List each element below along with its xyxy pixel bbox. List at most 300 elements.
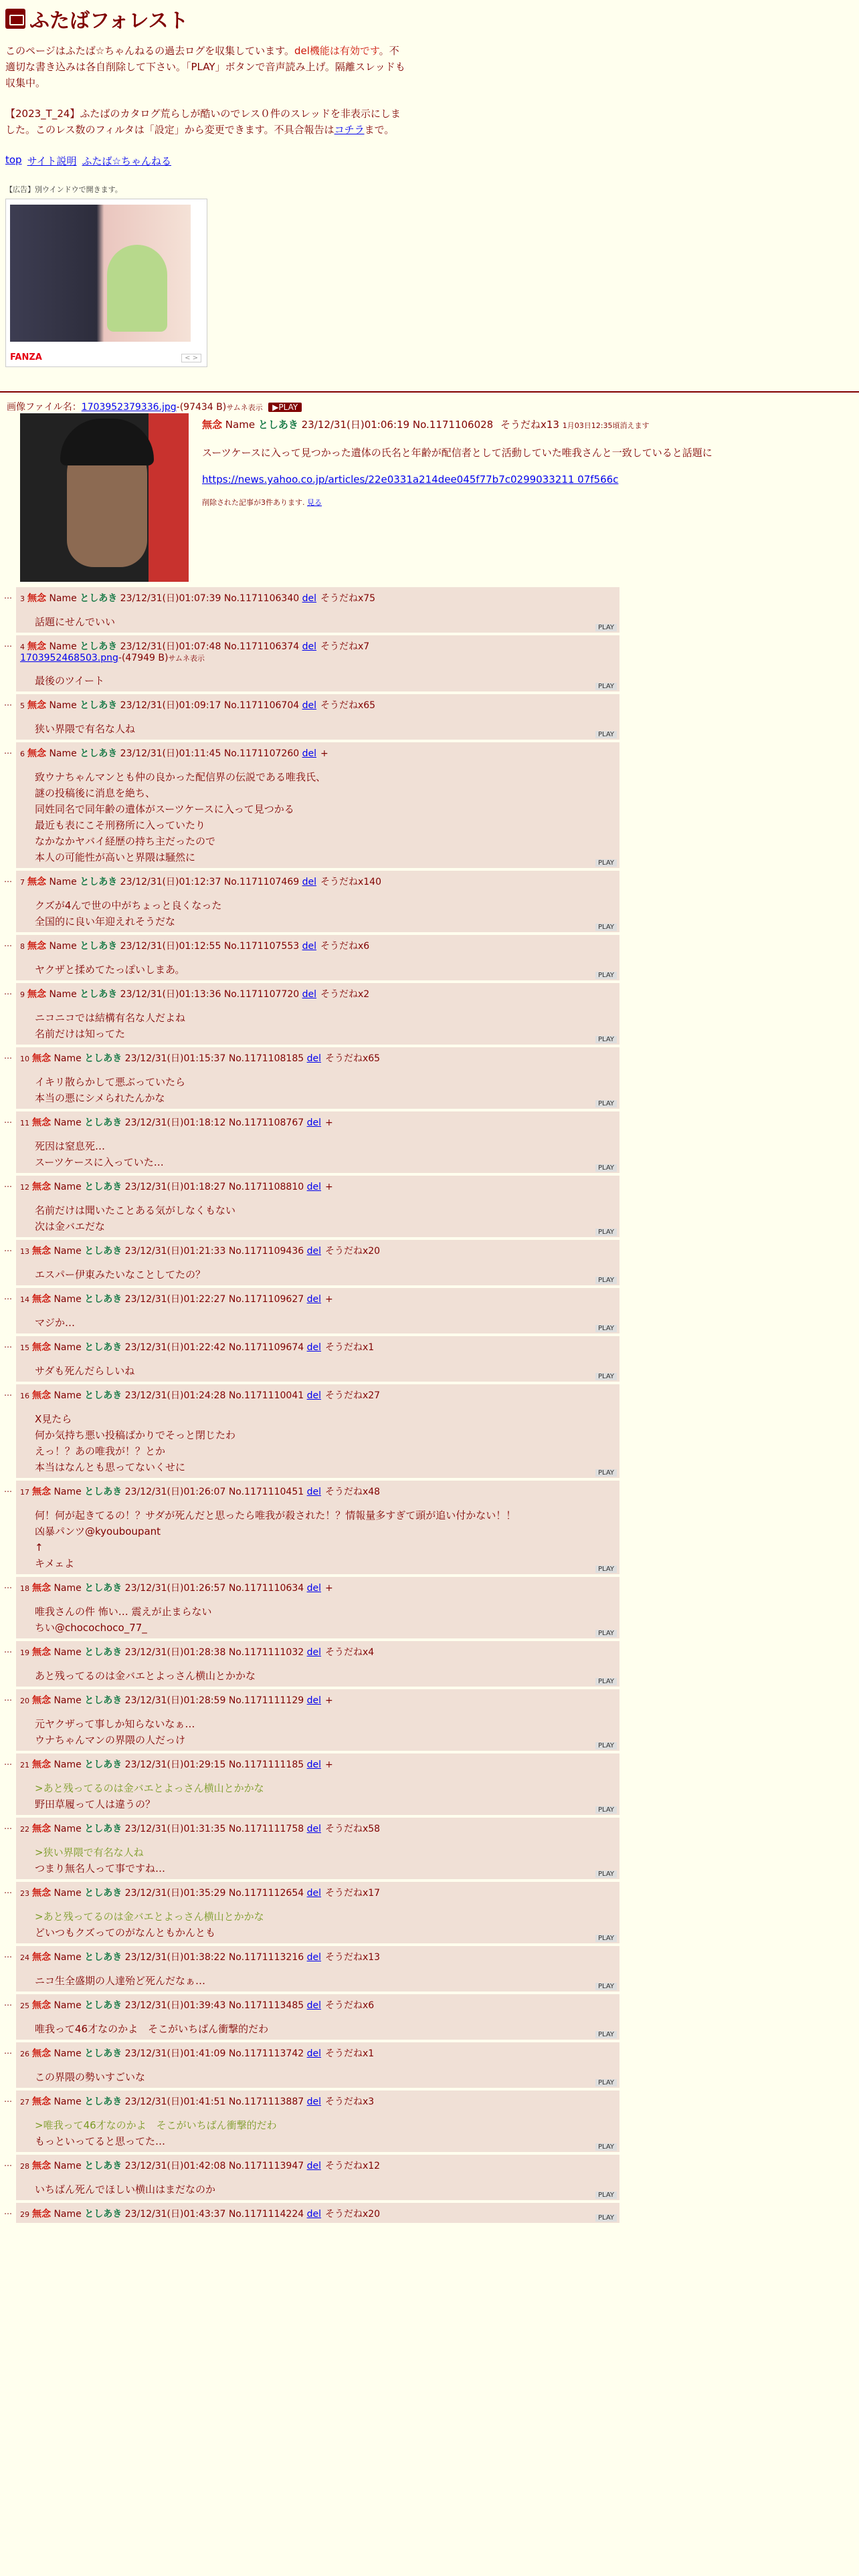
reply-sodane[interactable]: +	[324, 1117, 333, 1128]
futaba-logo-icon	[5, 9, 25, 29]
reply-meta	[20, 1998, 615, 2012]
reply-play-button[interactable]: PLAY	[595, 1983, 617, 1990]
reply-sodane[interactable]: +	[324, 1759, 333, 1770]
reply-box	[16, 1288, 619, 1333]
reply-sodane[interactable]: そうだねx58	[324, 1824, 381, 1834]
reply-del-link[interactable]: del	[306, 1952, 321, 1963]
reply-number: No.1171106374	[223, 641, 300, 652]
reply-name-label: Name	[54, 1695, 82, 1706]
reply-number: No.1171107469	[223, 877, 300, 887]
reply-text	[35, 673, 615, 689]
reply-sodane[interactable]: そうだねx12	[324, 2161, 381, 2171]
reply-quote-line: >狭い界隈で有名な人ね	[35, 1846, 144, 1858]
reply-meta	[20, 1051, 615, 1065]
reply-subject: 無念	[27, 941, 46, 952]
reply-number: No.1171108767	[228, 1117, 304, 1128]
reply-text	[35, 1411, 615, 1475]
reply-dots: …	[4, 1388, 12, 1398]
reply-name-label: Name	[49, 877, 77, 887]
reply-sodane[interactable]: そうだねx20	[324, 2209, 381, 2220]
reply-play-button[interactable]: PLAY	[595, 683, 617, 690]
reply-line: 最後のツイート	[35, 675, 104, 687]
op-image-bg	[149, 413, 189, 582]
op-file-link[interactable]: 1703952379336.jpg	[81, 402, 177, 413]
site-header	[5, 4, 407, 367]
op-sodane[interactable]: そうだねx13	[500, 419, 559, 431]
reply-name-label: Name	[54, 1246, 82, 1257]
reply-subject: 無念	[32, 1824, 51, 1834]
reply-sodane[interactable]: そうだねx65	[324, 1053, 381, 1064]
reply-name: としあき	[80, 877, 118, 887]
intro-part-1: このページはふたば☆ちゃんねるの過去ログを収集しています。	[5, 45, 294, 57]
reply-line: 元ヤクザって事しか知らないなぁ…	[35, 1718, 195, 1730]
reply-file	[20, 653, 615, 663]
reply-play-button[interactable]: PLAY	[595, 1870, 617, 1878]
reply-date: 23/12/31(日)01:22:42	[124, 1342, 226, 1353]
reply-index: 21	[20, 1761, 29, 1769]
reply-name-label: Name	[49, 748, 77, 759]
reply-play-button[interactable]: PLAY	[595, 2079, 617, 2086]
reply-box	[16, 935, 619, 980]
reply-subject: 無念	[27, 989, 46, 1000]
reply-line: ウナちゃんマンの界隈の人だっけ	[35, 1734, 186, 1746]
reply-line: 本当はなんとも思ってないくせに	[35, 1461, 186, 1473]
reply-del-link[interactable]: del	[302, 989, 316, 1000]
ad-banner[interactable]	[5, 199, 207, 367]
reply-line: ↑	[35, 1541, 43, 1553]
reply-sodane[interactable]: そうだねx6	[320, 941, 370, 952]
deleted-note-text: 削除された記事が3件あります.	[202, 498, 305, 507]
reply-row	[4, 2155, 619, 2200]
reply-name: としあき	[80, 989, 118, 1000]
reply-play-button[interactable]: PLAY	[595, 1630, 617, 1637]
reply-sodane[interactable]: +	[320, 748, 328, 759]
nav-about-link[interactable]: サイト説明	[27, 155, 77, 167]
reply-line: 名前だけは知ってた	[35, 1028, 126, 1040]
reply-sodane[interactable]: そうだねx20	[324, 1246, 381, 1257]
reply-text	[35, 769, 615, 865]
reply-name-label: Name	[54, 1952, 82, 1963]
reply-line: 野田草履って人は違うの？	[35, 1798, 156, 1810]
nav-futaba-link[interactable]: ふたば☆ちゃんねる	[82, 155, 171, 167]
notice-part-2: まで。	[364, 124, 395, 136]
reply-box	[16, 1818, 619, 1879]
reply-play-button[interactable]: PLAY	[595, 1469, 617, 1477]
reply-sodane[interactable]: そうだねx75	[320, 593, 376, 604]
reply-subject: 無念	[32, 1759, 51, 1770]
reply-del-link[interactable]: del	[306, 1246, 321, 1257]
reply-subject: 無念	[32, 1888, 51, 1899]
reply-play-button[interactable]: PLAY	[595, 1935, 617, 1942]
reply-sodane[interactable]: そうだねx17	[324, 1888, 381, 1899]
reply-meta	[20, 939, 615, 952]
intro-text	[5, 43, 407, 91]
reply-del-link[interactable]: del	[306, 2097, 321, 2107]
reply-del-link[interactable]: del	[306, 1824, 321, 1834]
reply-name: としあき	[84, 1390, 122, 1401]
reply-del-link[interactable]: del	[302, 877, 316, 887]
reply-dots: …	[4, 591, 12, 601]
reply-line: 謎の投稿後に消息を絶ち、	[35, 787, 156, 799]
reply-del-link[interactable]: del	[306, 1342, 321, 1353]
reply-line: ヤクザと揉めてたっぽいしまあ。	[35, 964, 185, 976]
reply-dots: …	[4, 1244, 12, 1253]
notice-part-1: 【2023_T_24】ふたばのカタログ荒らしが酷いのでレス０件のスレッドを非表示にしました。このレス数のフィルタは「設定」から変更できます。不具合報告は	[5, 108, 401, 136]
reply-row	[4, 694, 619, 740]
reply-row	[4, 1641, 619, 1687]
reply-name-label: Name	[54, 2000, 82, 2011]
reply-date: 23/12/31(日)01:07:39	[120, 593, 221, 604]
reply-play-button[interactable]: PLAY	[595, 1228, 617, 1236]
reply-del-link[interactable]: del	[306, 1583, 321, 1594]
reply-line: なかなかヤバイ経歴の持ち主だったので	[35, 835, 216, 847]
reply-subject: 無念	[32, 1695, 51, 1706]
reply-box	[16, 694, 619, 740]
reply-row	[4, 1994, 619, 2040]
reply-number: No.1171113485	[228, 2000, 304, 2011]
reply-text	[35, 2181, 615, 2197]
reply-index: 17	[20, 1488, 29, 1497]
reply-sodane[interactable]: +	[324, 1182, 333, 1192]
reply-date: 23/12/31(日)01:18:27	[124, 1182, 226, 1192]
reply-name-label: Name	[54, 1487, 82, 1497]
reply-del-link[interactable]: del	[302, 593, 316, 604]
reply-play-button[interactable]: PLAY	[595, 2143, 617, 2151]
header-divider	[0, 391, 859, 393]
file-size: -(97434 B)	[176, 402, 227, 413]
site-title: ふたばフォレスト	[29, 9, 189, 33]
reply-text	[35, 1074, 615, 1106]
reply-text	[35, 2021, 615, 2037]
reply-index: 19	[20, 1648, 29, 1657]
intro-part-2: 。不適切な書き込みは各自削除して下さい。「PLAY」ボタンで音声読み上げ。隔離スレッドも収集中。	[5, 45, 405, 89]
reply-index: 27	[20, 2098, 29, 2107]
reply-line: この界隈の勢いすごいな	[35, 2071, 146, 2083]
reply-index: 3	[20, 595, 25, 603]
op-file-info	[7, 400, 302, 413]
reply-line: ニコニコでは結構有名な人だよね	[35, 1012, 186, 1024]
reply-del-link[interactable]: del	[302, 700, 316, 711]
reply-subject: 無念	[32, 1342, 51, 1353]
reply-index: 24	[20, 1953, 29, 1962]
ad-image[interactable]	[10, 205, 191, 342]
reply-text	[35, 1716, 615, 1748]
reply-row	[4, 1882, 619, 1943]
reply-text	[35, 1010, 615, 1042]
op-expire: 1月03日12:35頃消えます	[562, 421, 650, 430]
op-name-label: Name	[225, 419, 256, 431]
nav-top-link[interactable]: top	[5, 154, 22, 166]
reply-file-link[interactable]: 1703952468503.png	[20, 653, 118, 663]
reply-play-button[interactable]: PLAY	[595, 624, 617, 631]
reply-line: 本人の可能性が高いと界隈は騒然に	[35, 851, 196, 863]
reply-meta	[20, 698, 615, 712]
reply-date: 23/12/31(日)01:26:07	[124, 1487, 226, 1497]
reply-sodane[interactable]: そうだねx48	[324, 1487, 381, 1497]
reply-index: 13	[20, 1247, 29, 1256]
reply-number: No.1171109627	[228, 1294, 304, 1305]
reply-text	[35, 1909, 615, 1941]
reply-name-label: Name	[54, 2209, 82, 2220]
reply-play-button[interactable]: PLAY	[595, 1277, 617, 1284]
reply-index: 14	[20, 1295, 29, 1304]
reply-sodane[interactable]: そうだねx6	[324, 2000, 375, 2011]
reply-number: No.1171107553	[223, 941, 300, 952]
reply-subject: 無念	[32, 1246, 51, 1257]
reply-subject: 無念	[27, 593, 46, 604]
reply-del-link[interactable]: del	[306, 1390, 321, 1401]
reply-del-link[interactable]: del	[306, 2000, 321, 2011]
reply-meta	[20, 1581, 615, 1594]
reply-sodane[interactable]: +	[324, 1294, 333, 1305]
reply-del-link[interactable]: del	[306, 1182, 321, 1192]
reply-subject: 無念	[32, 1117, 51, 1128]
reply-index: 28	[20, 2162, 29, 2171]
reply-play-button[interactable]: PLAY	[595, 2214, 617, 2222]
reply-name: としあき	[84, 1647, 122, 1658]
reply-box	[16, 1176, 619, 1237]
reply-line: サダも死んだらしいね	[35, 1365, 135, 1377]
reply-text	[35, 1202, 615, 1235]
reply-dots: …	[4, 1180, 12, 1189]
reply-sodane[interactable]: そうだねx13	[324, 1952, 381, 1963]
op-number: No.1171106028	[412, 419, 494, 431]
reply-meta	[20, 591, 615, 605]
reply-sodane[interactable]: そうだねx7	[320, 641, 370, 652]
reply-text	[35, 1138, 615, 1170]
reply-name-label: Name	[49, 593, 77, 604]
reply-box	[16, 742, 619, 868]
reply-dots: …	[4, 698, 12, 708]
reply-meta	[20, 1485, 615, 1498]
reply-play-button[interactable]: PLAY	[595, 1806, 617, 1814]
reply-sodane[interactable]: そうだねx2	[320, 989, 370, 1000]
reply-row	[4, 1288, 619, 1333]
reply-date: 23/12/31(日)01:12:37	[120, 877, 221, 887]
reply-del-link[interactable]: del	[306, 1053, 321, 1064]
reply-sodane[interactable]: そうだねx1	[324, 1342, 375, 1353]
intro-del-note: del機能は有効です	[294, 45, 379, 57]
reply-dots: …	[4, 939, 12, 948]
reply-del-link[interactable]: del	[306, 1487, 321, 1497]
reply-del-link[interactable]: del	[306, 2048, 321, 2059]
reply-name-label: Name	[54, 2161, 82, 2171]
reply-number: No.1171109436	[228, 1246, 304, 1257]
reply-name: としあき	[84, 2000, 122, 2011]
reply-name-label: Name	[54, 1824, 82, 1834]
reply-name: としあき	[84, 2097, 122, 2107]
reply-text	[35, 1973, 615, 1989]
reply-line: 唯我って46才なのかよ そこがいちばん衝撃的だわ	[35, 2023, 269, 2035]
reply-name: としあき	[80, 748, 118, 759]
reply-play-button[interactable]: PLAY	[595, 1325, 617, 1332]
reply-name: としあき	[84, 1583, 122, 1594]
reply-subject: 無念	[27, 641, 46, 652]
reply-dots: …	[4, 2207, 12, 2216]
reply-play-button[interactable]: PLAY	[595, 1742, 617, 1749]
reply-meta	[20, 1950, 615, 1963]
reply-row	[4, 1689, 619, 1751]
reply-name: としあき	[84, 1117, 122, 1128]
reply-box	[16, 983, 619, 1045]
reply-box	[16, 2203, 619, 2223]
reply-subject: 無念	[32, 1053, 51, 1064]
reply-name: としあき	[84, 1824, 122, 1834]
reply-name-label: Name	[54, 1117, 82, 1128]
reply-play-button[interactable]: PLAY	[595, 972, 617, 979]
reply-sodane[interactable]: そうだねx65	[320, 700, 376, 711]
reply-number: No.1171111185	[228, 1759, 304, 1770]
reply-del-link[interactable]: del	[302, 941, 316, 952]
reply-box	[16, 1240, 619, 1285]
reply-number: No.1171113216	[228, 1952, 304, 1963]
op-image-cap	[60, 419, 154, 465]
reply-date: 23/12/31(日)01:38:22	[124, 1952, 226, 1963]
reply-line: 何！何が起きてるの！？サダが死んだと思ったら唯我が殺された！？情報量多すぎて頭が追い付かない！！	[35, 1509, 516, 1521]
reply-del-link[interactable]: del	[306, 1647, 321, 1658]
op-news-link[interactable]: https://news.yahoo.co.jp/articles/22e0331a214dee045f77b7c0299033211 07f566c	[202, 473, 619, 486]
reply-play-button[interactable]: PLAY	[595, 1566, 617, 1573]
reply-del-link[interactable]: del	[302, 641, 316, 652]
reply-row	[4, 1753, 619, 1815]
reply-date: 23/12/31(日)01:41:09	[124, 2048, 226, 2059]
reply-box	[16, 635, 619, 691]
reply-index: 26	[20, 2050, 29, 2058]
reply-box	[16, 871, 619, 932]
reply-play-button[interactable]: PLAY	[595, 1164, 617, 1172]
reply-dots: …	[4, 746, 12, 756]
reply-dots: …	[4, 2095, 12, 2104]
reply-box	[16, 1946, 619, 1992]
reply-row	[4, 1577, 619, 1638]
op-play-button[interactable]: ▶PLAY	[268, 403, 302, 412]
reply-subject: 無念	[32, 1487, 51, 1497]
reply-subject: 無念	[32, 2000, 51, 2011]
reply-dots: …	[4, 1645, 12, 1654]
reply-del-link[interactable]: del	[306, 1294, 321, 1305]
reply-date: 23/12/31(日)01:13:36	[120, 989, 221, 1000]
reply-box	[16, 1882, 619, 1943]
reply-date: 23/12/31(日)01:22:27	[124, 1294, 226, 1305]
reply-meta	[20, 1180, 615, 1193]
reply-name-label: Name	[54, 1888, 82, 1899]
reply-sodane[interactable]: そうだねx27	[324, 1390, 381, 1401]
reply-name: としあき	[84, 1182, 122, 1192]
reply-row	[4, 983, 619, 1045]
reply-number: No.1171110041	[228, 1390, 304, 1401]
reply-text	[35, 1668, 615, 1684]
reply-number: No.1171110634	[228, 1583, 304, 1594]
reply-sodane[interactable]: そうだねx4	[324, 1647, 375, 1658]
reply-name: としあき	[84, 1759, 122, 1770]
thumb-note: サムネ表示	[226, 403, 263, 412]
reply-text	[35, 2069, 615, 2085]
reply-play-button[interactable]: PLAY	[595, 924, 617, 931]
reply-del-link[interactable]: del	[306, 1695, 321, 1706]
reply-line: 次は金バエだな	[35, 1220, 106, 1232]
reply-play-button[interactable]: PLAY	[595, 1036, 617, 1043]
reply-number: No.1171113887	[228, 2097, 304, 2107]
reply-play-button[interactable]: PLAY	[595, 1373, 617, 1380]
reply-line: えっ！？あの唯我が！？とか	[35, 1445, 166, 1457]
notice-report-link[interactable]: コチラ	[334, 124, 365, 136]
reply-del-link[interactable]: del	[306, 2209, 321, 2220]
reply-meta	[20, 1292, 615, 1305]
reply-play-button[interactable]: PLAY	[595, 2191, 617, 2199]
reply-row	[4, 935, 619, 980]
reply-row	[4, 1946, 619, 1992]
reply-name: としあき	[84, 1246, 122, 1257]
reply-name: としあき	[80, 700, 118, 711]
reply-row	[4, 1240, 619, 1285]
op-date: 23/12/31(日)01:06:19	[301, 419, 410, 431]
op-meta	[202, 417, 791, 431]
reply-meta	[20, 746, 615, 760]
reply-index: 20	[20, 1697, 29, 1705]
reply-sodane[interactable]: +	[324, 1695, 333, 1706]
op-image[interactable]	[20, 413, 189, 582]
reply-subject: 無念	[32, 2048, 51, 2059]
reply-name-label: Name	[54, 2097, 82, 2107]
reply-subject: 無念	[32, 1583, 51, 1594]
reply-dots: …	[4, 1581, 12, 1590]
reply-number: No.1171106704	[223, 700, 300, 711]
reply-del-link[interactable]: del	[306, 1759, 321, 1770]
reply-play-button[interactable]: PLAY	[595, 859, 617, 867]
reply-sodane[interactable]: そうだねx3	[324, 2097, 375, 2107]
reply-box	[16, 1641, 619, 1687]
reply-name: としあき	[84, 1888, 122, 1899]
ad-brand-logo: FANZA	[10, 352, 42, 362]
reply-name-label: Name	[54, 1759, 82, 1770]
reply-number: No.1171113742	[228, 2048, 304, 2059]
reply-dots: …	[4, 1051, 12, 1061]
reply-index: 6	[20, 750, 25, 758]
reply-name-label: Name	[54, 1390, 82, 1401]
reply-play-button[interactable]: PLAY	[595, 731, 617, 738]
reply-date: 23/12/31(日)01:24:28	[124, 1390, 226, 1401]
reply-list	[4, 587, 619, 2226]
reply-play-button[interactable]: PLAY	[595, 1678, 617, 1685]
reply-del-link[interactable]: del	[306, 1117, 321, 1128]
reply-del-link[interactable]: del	[302, 748, 316, 759]
reply-name: としあき	[84, 2048, 122, 2059]
reply-meta	[20, 2046, 615, 2060]
reply-row	[4, 1111, 619, 1173]
reply-date: 23/12/31(日)01:18:12	[124, 1117, 226, 1128]
reply-quote-line: >あと残ってるのは金バエとよっさん横山とかかな	[35, 1911, 264, 1923]
reply-del-link[interactable]: del	[306, 2161, 321, 2171]
reply-row	[4, 587, 619, 633]
reply-date: 23/12/31(日)01:43:37	[124, 2209, 226, 2220]
reply-box	[16, 1481, 619, 1574]
reply-name-label: Name	[54, 1583, 82, 1594]
reply-play-button[interactable]: PLAY	[595, 2031, 617, 2038]
reply-name: としあき	[84, 1695, 122, 1706]
reply-play-button[interactable]: PLAY	[595, 1100, 617, 1107]
reply-sodane[interactable]: +	[324, 1583, 333, 1594]
reply-number: No.1171113947	[228, 2161, 304, 2171]
reply-sodane[interactable]: そうだねx140	[320, 877, 381, 887]
reply-index: 15	[20, 1344, 29, 1352]
reply-del-link[interactable]: del	[306, 1888, 321, 1899]
reply-dots: …	[4, 1485, 12, 1494]
reply-sodane[interactable]: そうだねx1	[324, 2048, 375, 2059]
ad-carousel-arrows[interactable]: < >	[181, 354, 201, 362]
reply-quote-line: >唯我って46才なのかよ そこがいちばん衝撃的だわ	[35, 2119, 277, 2131]
reply-meta	[20, 1244, 615, 1257]
deleted-show-link[interactable]: 見る	[307, 498, 322, 507]
